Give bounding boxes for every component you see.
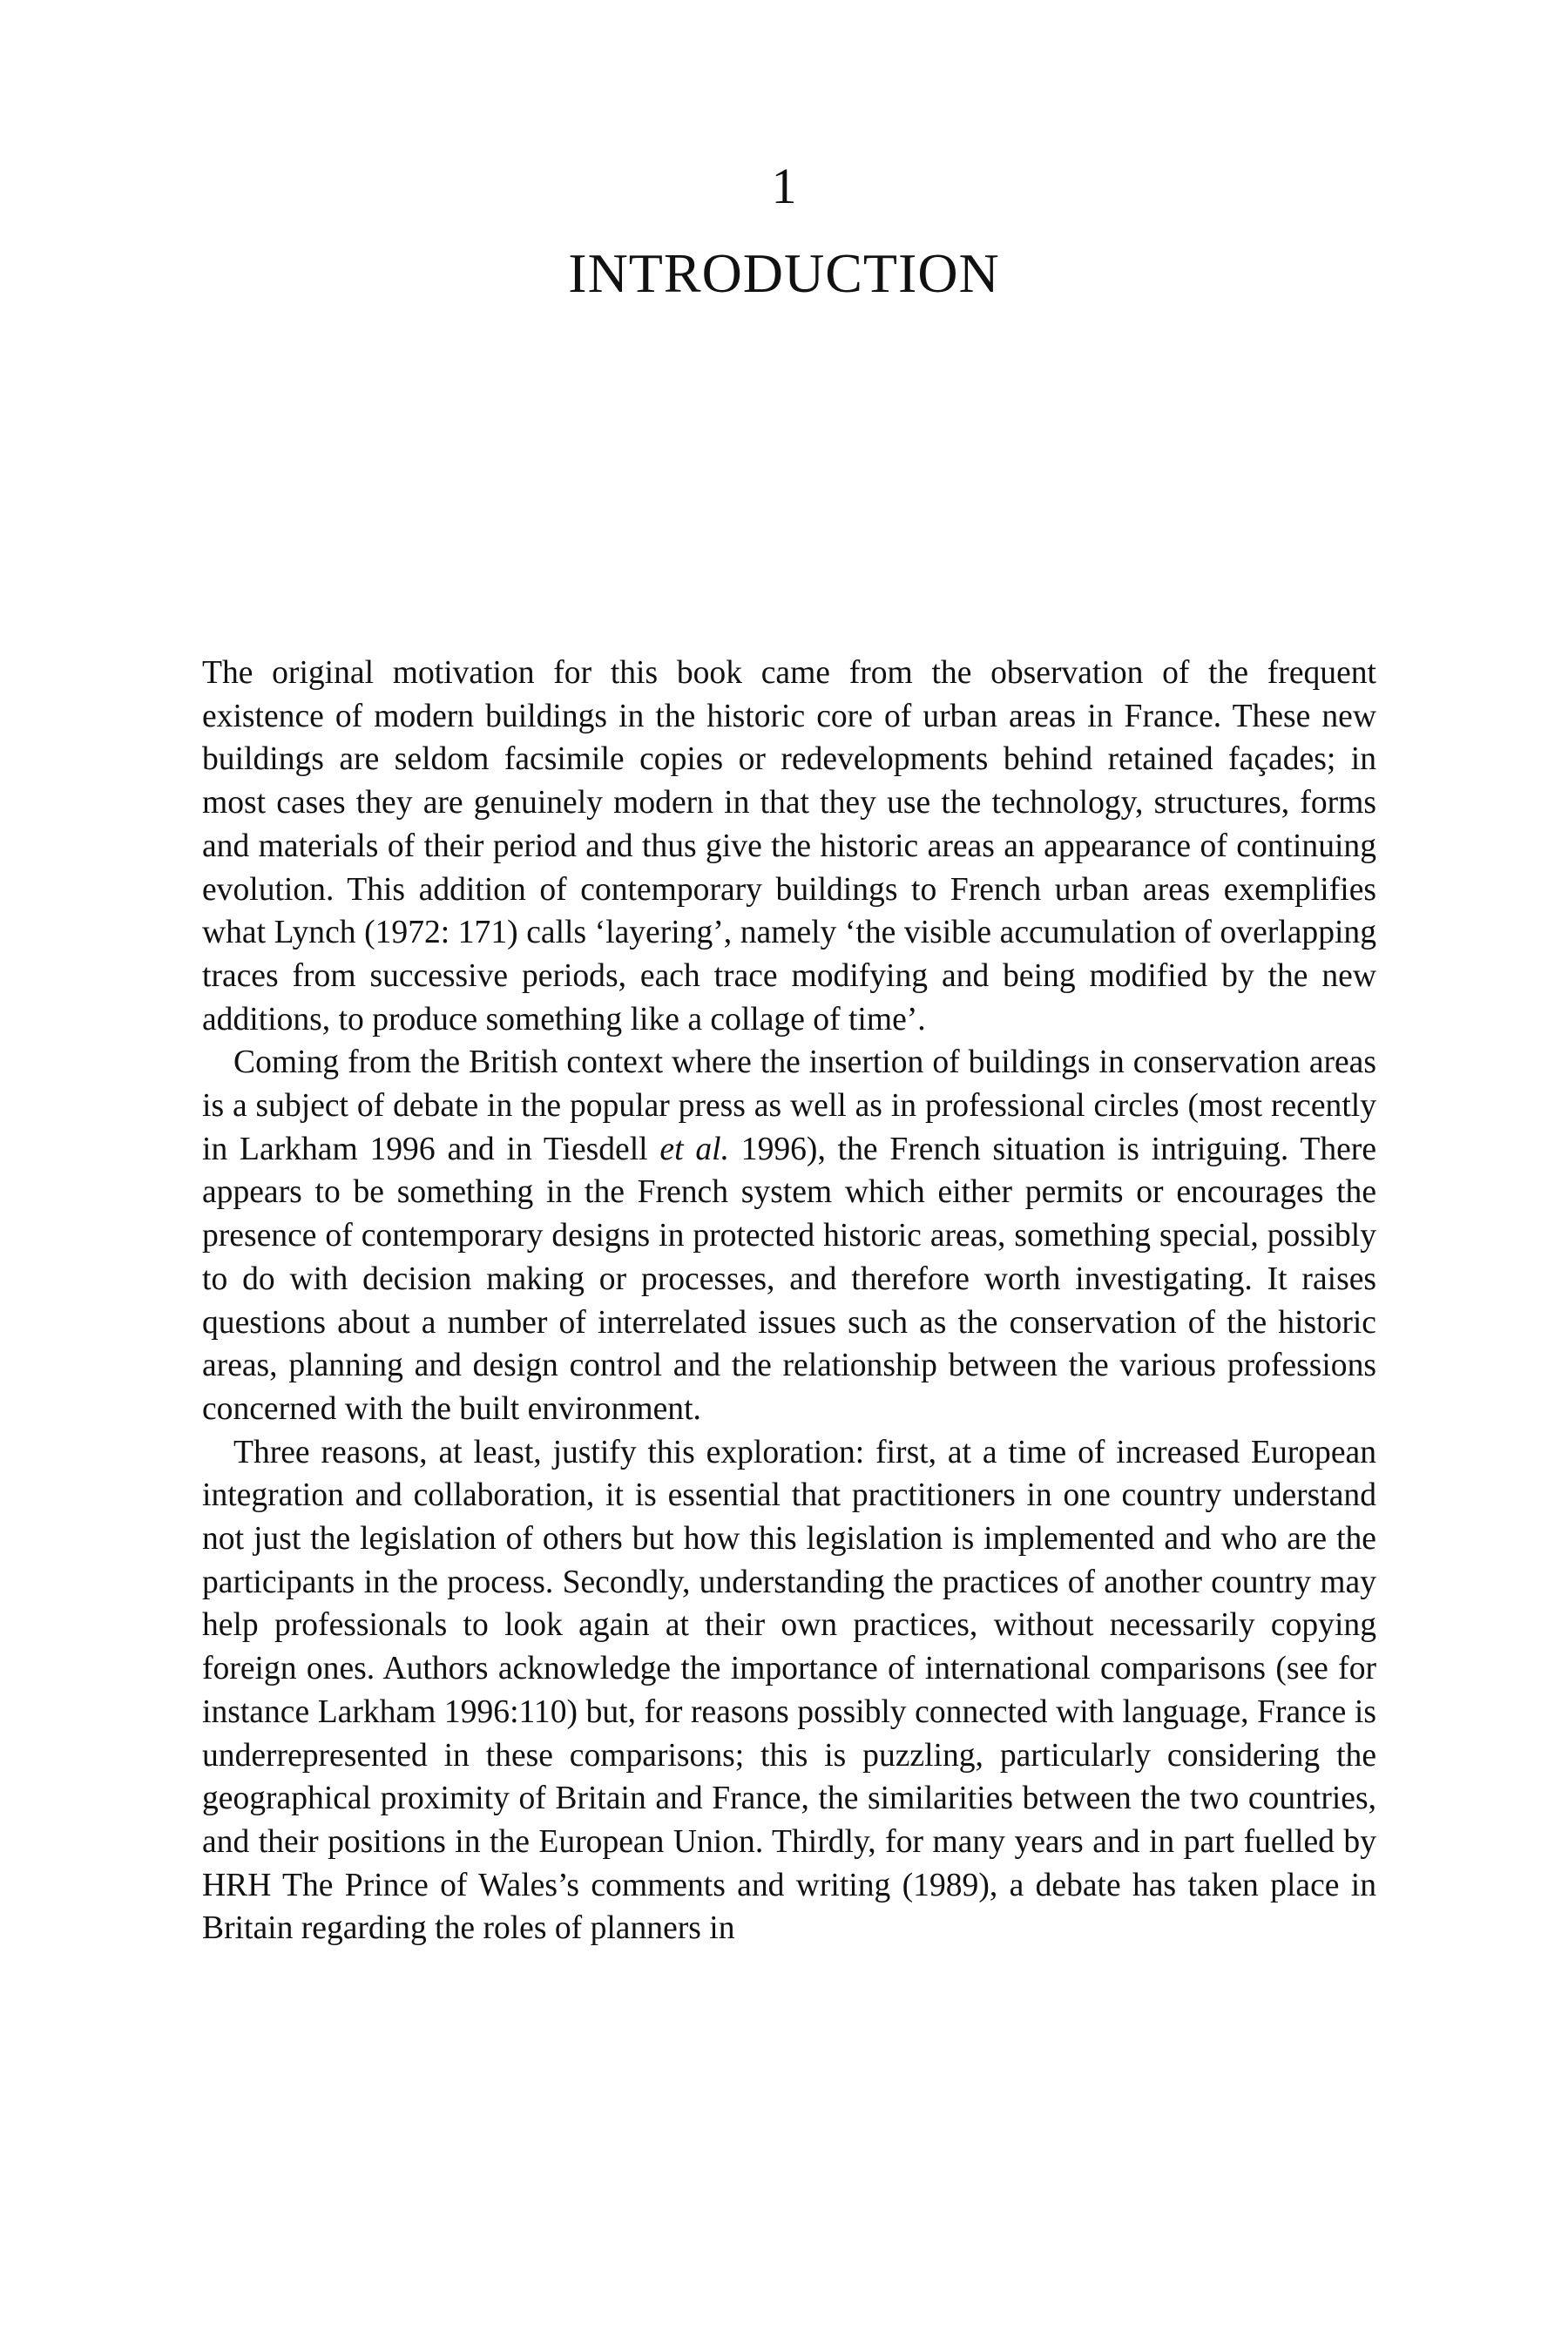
paragraph-2-text-before: Coming from the British context where the insertion of buildings in conservation areas is a subject of debate in the popular press as well as in professional circles (most recently in Larkham 1996 and in Tiesdell	[202, 1044, 1376, 1167]
paragraph-2-emphasis: et al.	[659, 1131, 729, 1167]
chapter-number: 1	[771, 158, 797, 214]
paragraph-2	[202, 1041, 1376, 1430]
paragraph-1: The original motivation for this book came from the observation of the frequent existence of modern buildings in the historic core of urban areas in France. These new buildings are seldom facsimile copies or redevelopments behind retained façades; in most cases they are genuinely modern in that they use the technology, structures, forms and materials of their period and thus give the historic areas an appearance of continuing evolution. This addition of contemporary buildings to French urban areas exemplifies what Lynch (1972: 171) calls ‘layering’, namely ‘the visible accumulation of overlapping traces from successive periods, each trace modifying and being modified by the new additions, to produce something like a collage of time’.	[202, 655, 1376, 1037]
paragraph-3: Three reasons, at least, justify this exploration: first, at a time of increased European integration and collaboration, it is essential that practitioners in one country understand not just the legislation of others but how this legislation is implemented and who are the participants in the process. Secondly, understanding the practices of another country may help professionals to look again at their own practices, without necessarily copying foreign ones. Authors acknowledge the importance of international comparisons (see for instance Larkham 1996:110) but, for reasons possibly connected with language, France is underrepresented in these comparisons; this is puzzling, particularly considering the geographical proximity of Britain and France, the similarities between the two countries, and their positions in the European Union. Thirdly, for many years and in part fuelled by HRH The Prince of Wales’s comments and writing (1989), a debate has taken place in Britain regarding the roles of planners in	[202, 1434, 1376, 1947]
body-text	[202, 652, 1376, 1950]
paragraph-2-text-after: 1996), the French situation is intriguing. There appears to be something in the French system which either permits or encourages the presence of contemporary designs in protected historic areas, something special, possibly to do with decision making or processes, and therefore worth investigating. It raises questions about a number of interrelated issues such as the conservation of the historic areas, planning and design control and the relationship between the various professions concerned with the built environment.	[202, 1131, 1376, 1427]
chapter-title: INTRODUCTION	[568, 242, 1000, 304]
